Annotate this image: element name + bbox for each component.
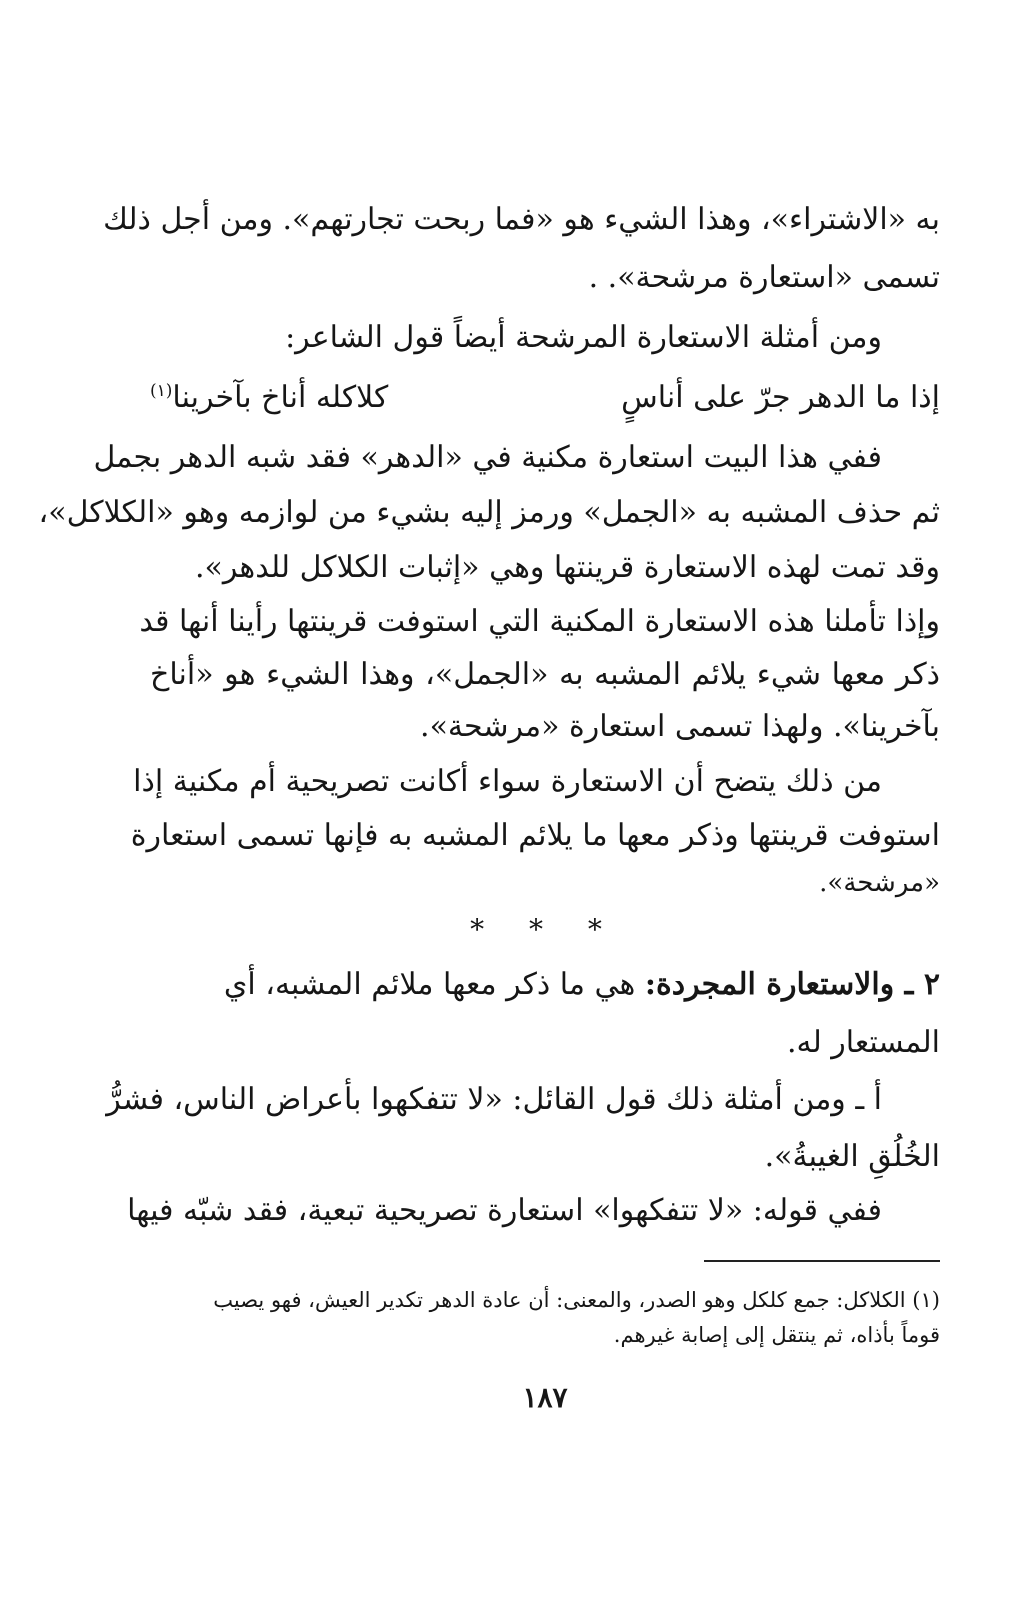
text-line: ثم حذف المشبه به «الجمل» ورمز إليه بشيء من لوازمه وهو «الكلاكل»، bbox=[38, 495, 940, 530]
text-line: المستعار له. bbox=[786, 1025, 940, 1060]
section-definition: هي ما ذكر معها ملائم المشبه، أي bbox=[223, 967, 636, 1002]
text-line: من ذلك يتضح أن الاستعارة سواء أكانت تصريحية أم مكنية إذا bbox=[133, 764, 882, 799]
section-separator: * * * bbox=[470, 913, 620, 946]
text-line: تسمى «استعارة مرشحة». . bbox=[588, 260, 940, 295]
text-line: ذكر معها شيء يلائم المشبه به «الجمل»، وهذا الشيء هو «أناخ bbox=[150, 657, 940, 692]
footnote-line: (١) الكلاكل: جمع كلكل وهو الصدر، والمعنى: أن عادة الدهر تكدير العيش، فهو يصيب bbox=[213, 1288, 940, 1312]
text-line: به «الاشتراء»، وهذا الشيء هو «فما ربحت تجارتهم». ومن أجل ذلك bbox=[103, 202, 940, 237]
text-line: وإذا تأملنا هذه الاستعارة المكنية التي استوفت قرينتها رأينا أنها قد bbox=[139, 604, 940, 639]
book-page bbox=[38, 0, 940, 1618]
section-heading-line bbox=[150, 960, 940, 1010]
verse-second-hemistich bbox=[150, 373, 388, 423]
text-line: ففي قوله: «لا تتفكهوا» استعارة تصريحية تبعية، فقد شبّه فيها bbox=[127, 1193, 882, 1228]
verse-first-hemistich: إذا ما الدهر جرّ على أناسٍ bbox=[621, 380, 940, 415]
footnote-divider bbox=[704, 1260, 940, 1262]
text-line: أ ـ ومن أمثلة ذلك قول القائل: «لا تتفكهوا بأعراض الناس، فشرُّ bbox=[106, 1082, 882, 1117]
footnote-line: قوماً بأذاه، ثم ينتقل إلى إصابة غيرهم. bbox=[613, 1323, 940, 1347]
footnote-reference: (١) bbox=[150, 381, 173, 401]
text-line: «مرشحة». bbox=[819, 868, 940, 898]
poem-verse bbox=[150, 373, 940, 423]
text-line: ففي هذا البيت استعارة مكنية في «الدهر» فقد شبه الدهر بجمل bbox=[93, 440, 882, 475]
verse-second-hemistich-text: كلاكله أناخ بآخرينا bbox=[172, 380, 389, 415]
text-line: استوفت قرينتها وذكر معها ما يلائم المشبه به فإنها تسمى استعارة bbox=[130, 818, 940, 853]
text-line: ومن أمثلة الاستعارة المرشحة أيضاً قول الشاعر: bbox=[285, 320, 882, 355]
page-number: ١٨٧ bbox=[522, 1381, 568, 1414]
text-line: وقد تمت لهذه الاستعارة قرينتها وهي «إثبات الكلاكل للدهر». bbox=[194, 550, 940, 585]
section-heading: ٢ ـ والاستعارة المجردة: bbox=[644, 967, 940, 1002]
text-line: الخُلُقِ الغيبةُ». bbox=[764, 1139, 940, 1174]
text-line: بآخرينا». ولهذا تسمى استعارة «مرشحة». bbox=[420, 709, 940, 744]
